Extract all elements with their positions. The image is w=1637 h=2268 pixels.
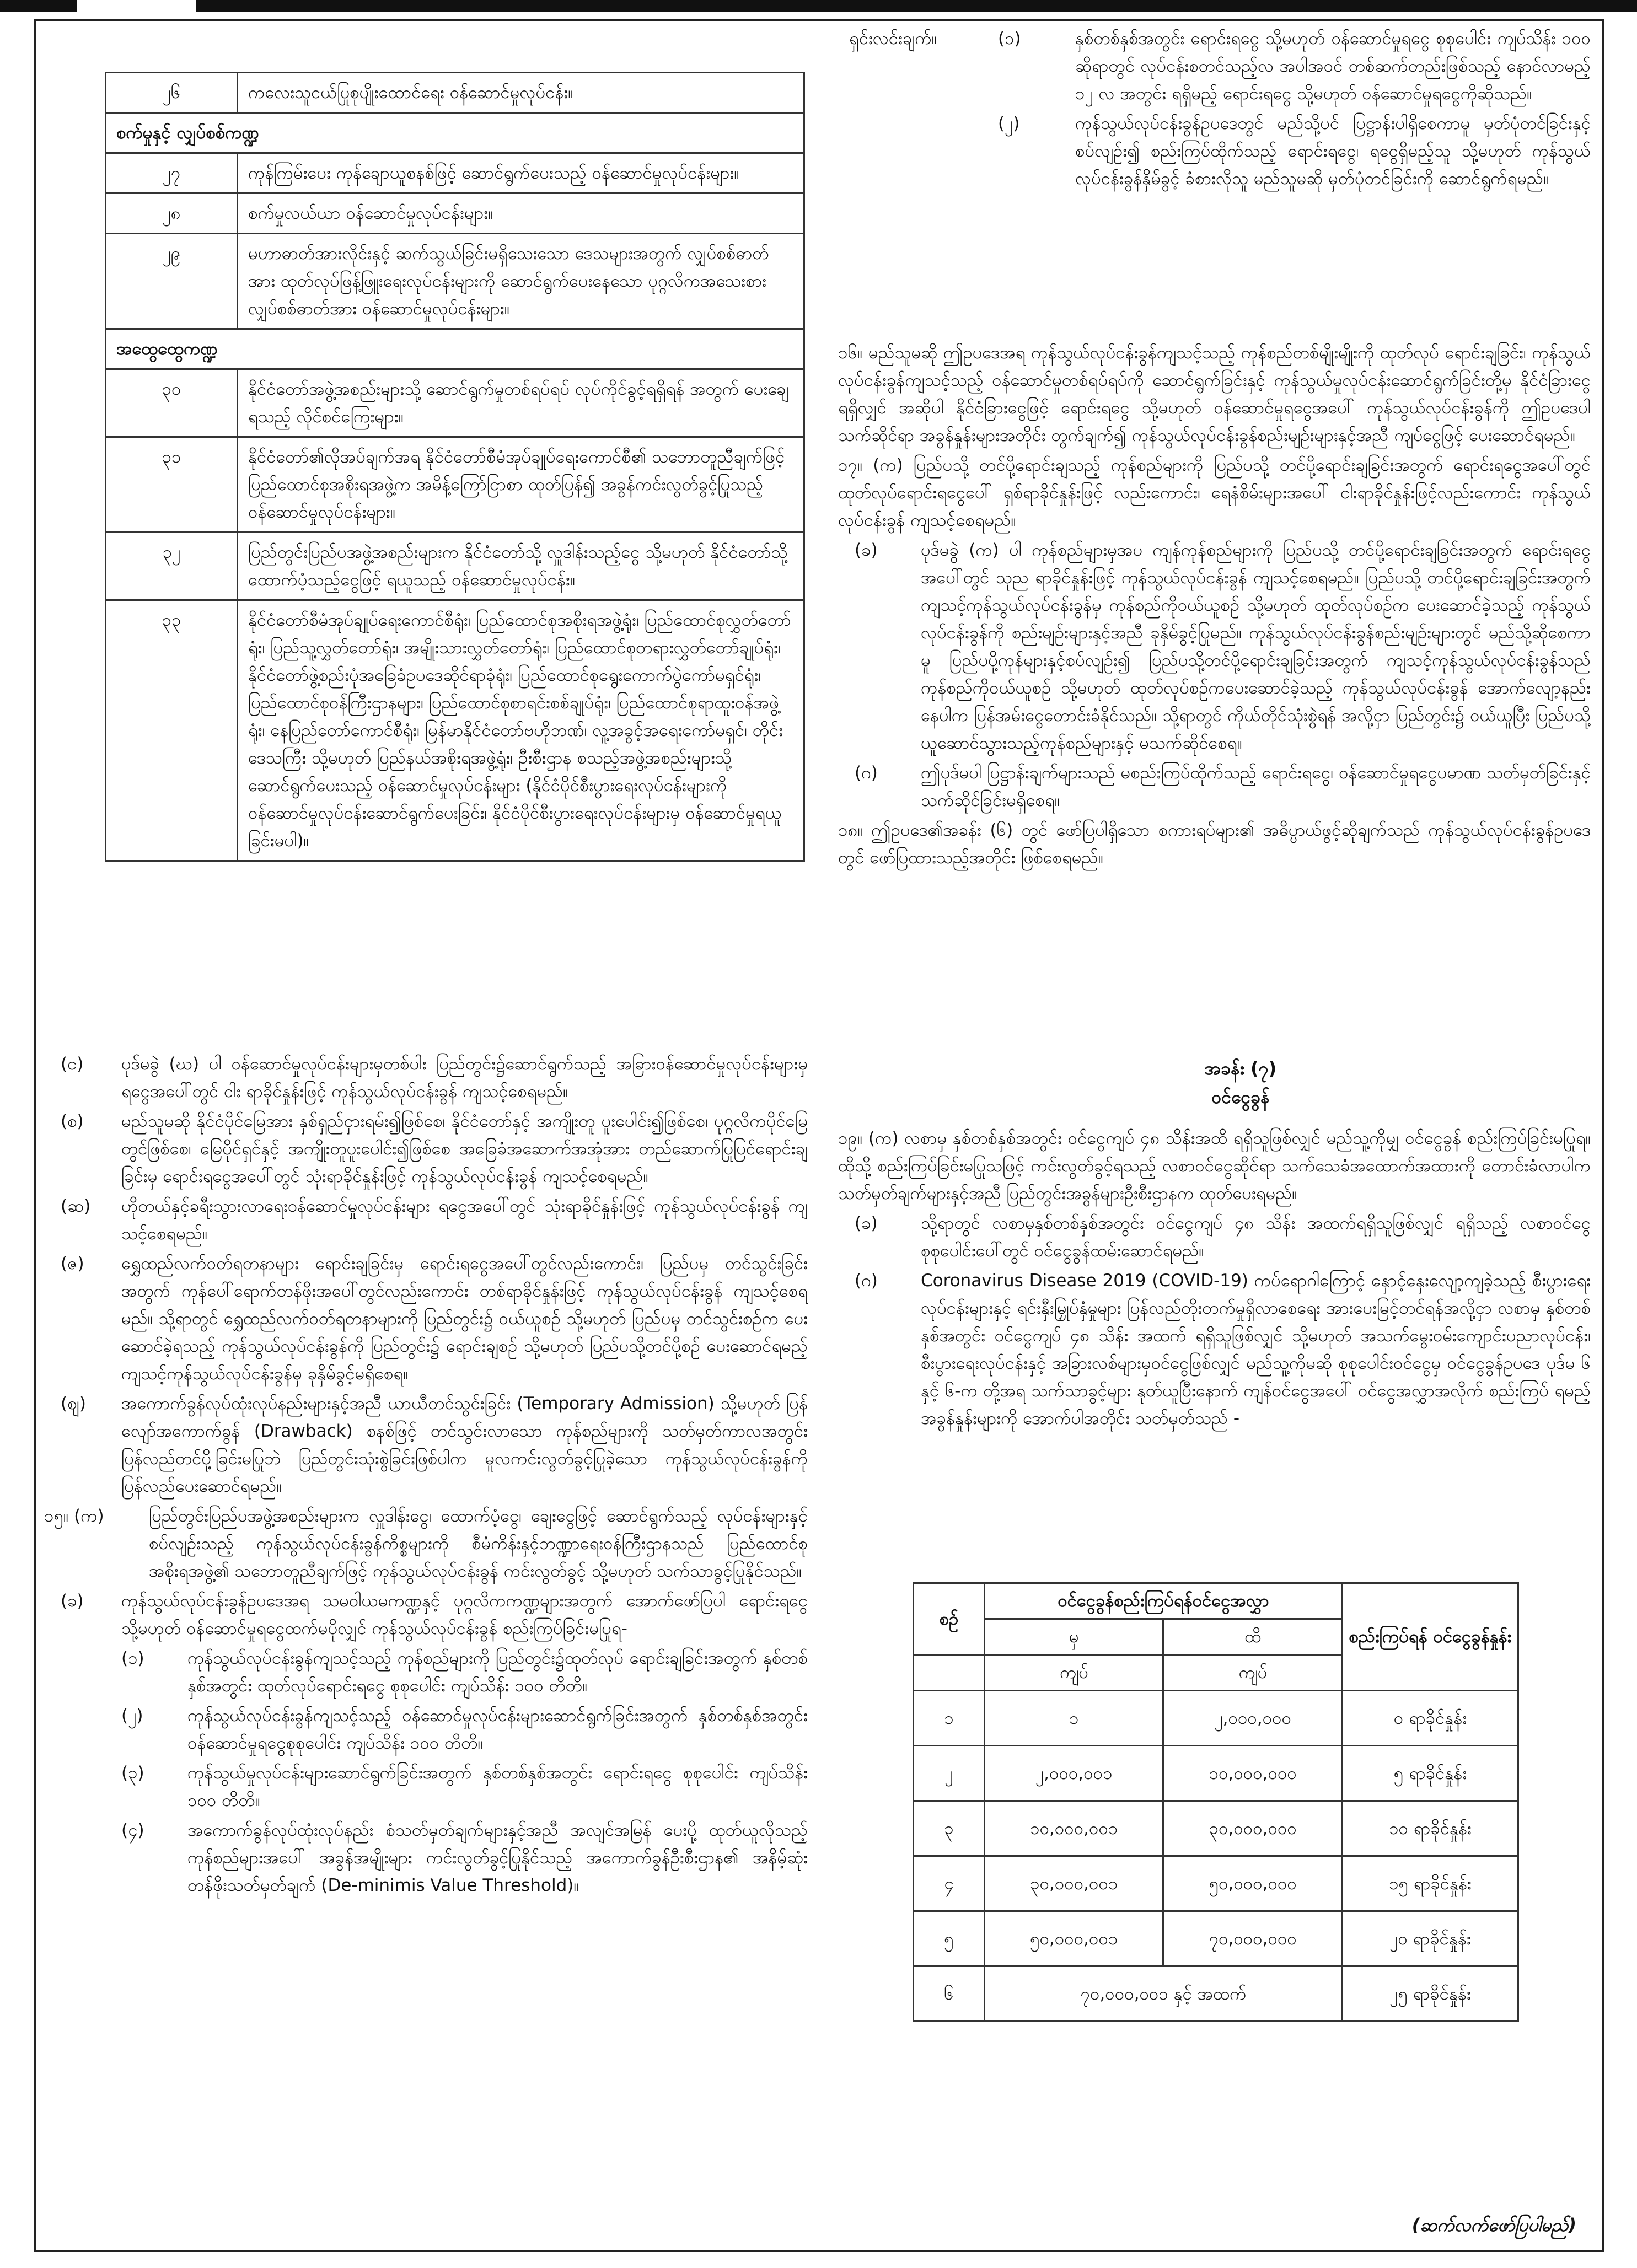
row-number: ၃၂ (106, 533, 238, 600)
paragraph-text: မည်သူမဆို နိုင်ငံပိုင်မြေအား နှစ်ရှည်ငှားရမ်း၍ဖြစ်စေ၊ နိုင်ငံတော်နှင့် အကျိုးတူ ပူးပေါင်း၍ဖြစ်စေ၊ ပုဂ္ဂလိကပိုင်မြေတွင်ဖြစ်စေ၊ မြေပိုင်ရှင်နှင့် အကျိုးတူပူးပေါင်း၍ဖြစ်စေ အခြေခံအဆောက်အအုံအား တည်ဆောက်ပြုပြင်ရောင်းချခြင်းမှ ရောင်းရငွေအပေါ်တွင် သုံးရာခိုင်နှုန်းဖြင့် ကုန်သွယ်လုပ်ငန်းခွန် ကျသင့်စေရမည်။ (121, 1111, 808, 1186)
paragraph (44, 1644, 808, 1700)
table-row (914, 1966, 1518, 2022)
paragraph-label: (ဇ) (61, 1254, 84, 1273)
paragraph-text: ဟိုတယ်နှင့်ခရီးသွားလာရေးဝန်ဆောင်မှုလုပ်ငန်းများ ရငွေအပေါ်တွင် သုံးရာခိုင်နှုန်းဖြင့် ကုန်သွယ်လုပ်ငန်းခွန် ကျသင့်စေရမည်။ (121, 1196, 808, 1244)
tax-rate: ၁၀ ရာခိုင်နှုန်း (1343, 1801, 1518, 1856)
to-header: ထိ (1163, 1619, 1343, 1655)
right-paragraphs-2 (838, 1125, 1591, 1434)
paragraph-label: (ဈ) (61, 1394, 87, 1414)
paragraph-label: (ဆ) (61, 1196, 91, 1216)
paragraph (838, 339, 1591, 449)
row-number: ၂၆ (106, 73, 238, 113)
row-text: နိုင်ငံတော်အဖွဲ့အစည်းများသို့ ဆောင်ရွက်မှုတစ်ရပ်ရပ် လုပ်ကိုင်ခွင့်ရရှိရန် အတွက် ပေးချေရသည့် လိုင်စင်ကြေးများ။ (238, 369, 804, 437)
paragraph-text: ကုန်သွယ်မှုလုပ်ငန်းများဆောင်ရွက်ခြင်းအတွက် နှစ်တစ်နှစ်အတွင်း ရောင်းရငွေ စုစုပေါင်း ကျပ်သိန်း ၁၀၀ တိတိ။ (187, 1763, 808, 1810)
bracket-merged: ၇၀,၀၀၀,၀၀၁ နှင့် အထက် (985, 1966, 1343, 2022)
top-bar-left (0, 0, 77, 12)
paragraph (838, 536, 1591, 757)
explanation-block (849, 25, 1591, 195)
paragraph-label: (ဂ) (855, 1271, 878, 1291)
row-text: စက်မှုလယ်ယာ ဝန်ဆောင်မှုလုပ်ငန်းများ။ (238, 194, 804, 234)
table-row (106, 153, 804, 194)
paragraph-text: ပုဒ်မခွဲ (ဃ) ပါ ဝန်ဆောင်မှုလုပ်ငန်းများမှတစ်ပါး ပြည်တွင်း၌ဆောင်ရွက်သည့် အခြားဝန်ဆောင်မှုလုပ်ငန်းများမှ ရငွေအပေါ်တွင် ငါး ရာခိုင်နှုန်းဖြင့် ကုန်သွယ်လုပ်ငန်းခွန် ကျသင့်စေရမည်။ (121, 1054, 808, 1101)
bracket-from: ၃၀,၀၀၀,၀၀၁ (985, 1856, 1163, 1911)
tax-rate: ၀ ရာခိုင်နှုန်း (1343, 1691, 1518, 1746)
paragraph-text: ၁၈။ ဤဥပဒေ၏အခန်း (၆) တွင် ဖော်ပြပါရှိသော စကားရပ်များ၏ အဓိပ္ပာယ်ဖွင့်ဆိုချက်သည် ကုန်သွယ်လုပ်ငန်းခွန်ဥပဒေတွင် ဖော်ပြထားသည့်အတိုင်း ဖြစ်စေရမည်။ (838, 820, 1591, 868)
paragraph-text: Coronavirus Disease 2019 (COVID-19) ကပ်ရောဂါကြောင့် နှောင့်နှေးလျော့ကျခဲ့သည့် စီးပွားရေးလုပ်ငန်းများနှင့် ရင်းနှီးမြှုပ်နှံမှုများ ပြန်လည်တိုးတက်မှုရှိလာစေရေး အားပေးမြင့်တင်ရန်အလို့ငှာ လစာမှ နှစ်တစ်နှစ်အတွင်း ဝင်ငွေကျပ် ၄၈ သိန်း အထက် ရရှိသူဖြစ်လျှင် သို့မဟုတ် အသက်မွေးဝမ်းကျောင်းပညာလုပ်ငန်း၊ စီးပွားရေးလုပ်ငန်းနှင့် အခြားလစ်များမှဝင်ငွေဖြစ်လျှင် မည်သူ့ကိုမဆို စုစုပေါင်းဝင်ငွေမှ ဝင်ငွေခွန်ဥပဒေ ပုဒ်မ ၆ နှင့် ၆-က တို့အရ သက်သာခွင့်များ နုတ်ယူပြီးနောက် ကျန်ဝင်ငွေအပေါ် ဝင်ငွေအလွှာအလိုက် စည်းကြပ် ရမည့် အခွန်နှုန်းများကို အောက်ပါအတိုင်း သတ်မှတ်သည် - (921, 1271, 1591, 1428)
blank-header (914, 1655, 985, 1691)
tax-rate: ၅ ရာခိုင်နှုန်း (1343, 1746, 1518, 1801)
paragraph (838, 1210, 1591, 1265)
paragraph (44, 1587, 808, 1642)
bracket-to: ၂,၀၀၀,၀၀၀ (1163, 1691, 1343, 1746)
paragraph-label: ၁၅။ (က) (44, 1506, 104, 1526)
table-row (914, 1911, 1518, 1966)
paragraph-text: ကုန်သွယ်လုပ်ငန်းခွန်ကျသင့်သည့် ကုန်စည်များကို ပြည်တွင်း၌ထုတ်လုပ် ရောင်းချခြင်းအတွက် နှစ်တစ်နှစ်အတွင်း ထုတ်လုပ်ရောင်းရငွေ စုစုပေါင်း ကျပ်သိန်း ၁၀၀ တိတိ။ (187, 1648, 808, 1696)
paragraph (44, 1502, 808, 1585)
paragraph (838, 816, 1591, 872)
table-row (914, 1801, 1518, 1856)
paragraph-text: ကုန်သွယ်လုပ်ငန်းခွန်ကျသင့်သည့် ဝန်ဆောင်မှုလုပ်ငန်းများဆောင်ရွက်ခြင်းအတွက် နှစ်တစ်နှစ်အတွင်း ဝန်ဆောင်မှုရငွေစုစုပေါင်း ကျပ်သိန်း ၁၀၀ တိတိ။ (187, 1706, 808, 1753)
row-number: ၂ (914, 1746, 985, 1801)
explanation-label: ရှင်းလင်းချက်။ (849, 29, 937, 49)
paragraph-text: သို့ရာတွင် လစာမှနှစ်တစ်နှစ်အတွင်း ဝင်ငွေကျပ် ၄၈ သိန်း အထက်ရရှိသူဖြစ်လျှင် ရရှိသည့် လစာဝင်ငွေ စုစုပေါင်းပေါ်တွင် ဝင်ငွေခွန်ထမ်းဆောင်ရမည်။ (921, 1213, 1591, 1261)
rate-header: စည်းကြပ်ရန် ဝင်ငွေခွန်နှုန်း (1343, 1583, 1518, 1691)
income-bracket-header: ဝင်ငွေခွန်စည်းကြပ်ရန်ဝင်ငွေအလွှာ (985, 1583, 1343, 1619)
row-text: မဟာဓာတ်အားလိုင်းနှင့် ဆက်သွယ်ခြင်းမရှိသေးသော ဒေသများအတွက် လျှပ်စစ်ဓာတ်အား ထုတ်လုပ်ဖြန့်ဖြူးရေးလုပ်ငန်းများကို ဆောင်ရွက်ပေးနေသော ပုဂ္ဂလိကအသေးစားလျှပ်စစ်ဓာတ်အား ဝန်ဆောင်မှုလုပ်ငန်းများ။ (238, 234, 804, 329)
paragraph (44, 1702, 808, 1757)
paragraph-text: အကောက်ခွန်လုပ်ထုံးလုပ်နည်းများနှင့်အညီ ယာယီတင်သွင်းခြင်း (Temporary Admission) သို့မဟုတ် ပြန်လျော်အကောက်ခွန် (Drawback) စနစ်ဖြင့် တင်သွင်းလာသော ကုန်စည်များကို သတ်မှတ်ကာလအတွင်း ပြန်လည်တင်ပို့ခြင်းမပြုဘဲ ပြည်တွင်းသုံးစွဲခြင်းဖြစ်ပါက မူလကင်းလွတ်ခွင့်ပြုခဲ့သော ကုန်သွယ်လုပ်ငန်းခွန်ကို ပြန်လည်ပေးဆောင်ရမည်။ (121, 1394, 808, 1496)
section-row (106, 113, 804, 153)
row-number: ၃၀ (106, 369, 238, 437)
table-row (106, 533, 804, 600)
bracket-from: ၁ (985, 1691, 1163, 1746)
paragraph-label: (ခ) (855, 1213, 878, 1233)
bracket-to: ၃၀,၀၀၀,၀၀၀ (1163, 1801, 1343, 1856)
bracket-from: ၅၀,၀၀၀,၀၀၁ (985, 1911, 1163, 1966)
from-unit: ကျပ် (985, 1655, 1163, 1691)
row-text: နိုင်ငံတော်စီမံအုပ်ချုပ်ရေးကောင်စီရုံး၊ ပြည်ထောင်စုအစိုးရအဖွဲ့ရုံး၊ ပြည်ထောင်စုလွှတ်တော်ရုံး၊ ပြည်သူ့လွှတ်တော်ရုံး၊ အမျိုးသားလွှတ်တော်ရုံး၊ ပြည်ထောင်စုတရားလွှတ်တော်ချုပ်ရုံး၊ နိုင်ငံတော်ဖွဲ့စည်းပုံအခြေခံဥပဒေဆိုင်ရာခုံရုံး၊ ပြည်ထောင်စုရွေးကောက်ပွဲကော်မရှင်ရုံး၊ ပြည်ထောင်စုဝန်ကြီးဌာနများ၊ ပြည်ထောင်စုစာရင်းစစ်ချုပ်ရုံး၊ ပြည်ထောင်စုရာထူးဝန်အဖွဲ့ရုံး၊ နေပြည်တော်ကောင်စီရုံး၊ မြန်မာနိုင်ငံတော်ဗဟိုဘဏ်၊ လူ့အခွင့်အရေးကော်မရှင်၊ တိုင်းဒေသကြီး သို့မဟုတ် ပြည်နယ်အစိုးရအဖွဲ့ရုံး၊ ဦးစီးဌာန စသည့်အဖွဲ့အစည်းများသို့ ဆောင်ရွက်ပေးသည့် ဝန်ဆောင်မှုလုပ်ငန်းများ (နိုင်ငံပိုင်စီးပွားရေးလုပ်ငန်းများကို ဝန်ဆောင်မှုလုပ်ငန်းဆောင်ရွက်ပေးခြင်း၊ နိုင်ငံပိုင်စီးပွားရေးလုပ်ငန်းများမှ ဝန်ဆောင်မှုရယူခြင်းမပါ)။ (238, 600, 804, 861)
paragraph-text: ရွှေထည်လက်ဝတ်ရတနာများ ရောင်းချခြင်းမှ ရောင်းရငွေအပေါ်တွင်လည်းကောင်း၊ ပြည်ပမှ တင်သွင်းခြင်းအတွက် ကုန်ပေါ်ရောက်တန်ဖိုးအပေါ်တွင်လည်းကောင်း တစ်ရာခိုင်နှုန်းဖြင့် ကုန်သွယ်လုပ်ငန်းခွန် ကျသင့်စေရမည်။ သို့ရာတွင် ရွှေထည်လက်ဝတ်ရတနာများကို ပြည်တွင်း၌ ဝယ်ယူစဉ် သို့မဟုတ် ပြည်ပမှ တင်သွင်းစဉ်က ပေးဆောင်ခဲ့ရသည့် ကုန်သွယ်လုပ်ငန်းခွန်ကို ပြည်တွင်း၌ ရောင်းချစဉ် သို့မဟုတ် ပြည်ပသို့တင်ပို့စဉ် ပေးဆောင်ရမည့် ကျသင့်ကုန်သွယ်လုပ်ငန်းခွန်မှ ခုနှိမ်ခွင့်မရှိစေရ။ (121, 1254, 808, 1384)
col-no-header: စဉ် (914, 1583, 985, 1655)
paragraph-label: (င) (61, 1054, 84, 1074)
bracket-from: ၁၀,၀၀၀,၀၀၁ (985, 1801, 1163, 1856)
bracket-to: ၇၀,၀၀၀,၀၀၀ (1163, 1911, 1343, 1966)
row-number: ၃ (914, 1801, 985, 1856)
tax-rate: ၁၅ ရာခိုင်နှုန်း (1343, 1856, 1518, 1911)
paragraph-text: ပုဒ်မခွဲ (က) ပါ ကုန်စည်များမှအပ ကျန်ကုန်စည်များကို ပြည်ပသို့ တင်ပို့ရောင်းချခြင်းအတွက် ရောင်းရငွေအပေါ်တွင် သုည ရာခိုင်နှုန်းဖြင့် ကုန်သွယ်လုပ်ငန်းခွန် ကျသင့်စေရမည်။ ပြည်ပသို့ တင်ပို့ရောင်းချခြင်းအတွက် ကျသင့်ကုန်သွယ်လုပ်ငန်းခွန်မှ ကုန်စည်ကိုဝယ်ယူစဉ် သို့မဟုတ် ထုတ်လုပ်စဉ်က ပေးဆောင်ခဲ့သည့် ကုန်သွယ်လုပ်ငန်းခွန်ကို စည်းမျဉ်းများနှင့်အညီ ခုနှိမ်ခွင့်ပြုမည်။ ကုန်သွယ်လုပ်ငန်းခွန်စည်းမျဉ်းများတွင် မည်သို့ဆိုစေကာမူ ပြည်ပပို့ကုန်များနှင့်စပ်လျဉ်း၍ ပြည်ပသို့တင်ပို့ရောင်းချခြင်းအတွက် ကျသင့်ကုန်သွယ်လုပ်ငန်းခွန်သည် ကုန်စည်ကိုဝယ်ယူစဉ် သို့မဟုတ် ထုတ်လုပ်စဉ်ကပေးဆောင်ခဲ့သည့် ကုန်သွယ်လုပ်ငန်းခွန် အောက်လျော့နည်းနေပါက ပြန်အမ်းငွေတောင်းခံနိုင်သည်။ သို့ရာတွင် ကိုယ်တိုင်သုံးစွဲရန် အလို့ငှာ ပြည်တွင်း၌ ဝယ်ယူပြီး ပြည်ပသို့ ယူဆောင်သွားသည့်ကုန်စည်များနှင့် မသက်ဆိုင်စေရ။ (921, 540, 1591, 753)
chapter-subtitle: ဝင်ငွေခွန် (1211, 1087, 1270, 1108)
table-row (914, 1856, 1518, 1911)
paragraph-label: (၃) (121, 1763, 144, 1783)
bracket-to: ၁၀,၀၀၀,၀၀၀ (1163, 1746, 1343, 1801)
paragraph-text: ဤပုဒ်မပါ ပြဋ္ဌာန်းချက်များသည် မစည်းကြပ်ထိုက်သည့် ရောင်းရငွေ၊ ဝန်ဆောင်မှုရငွေပမာဏ သတ်မှတ်ခြင်းနှင့် သက်ဆိုင်ခြင်းမရှိစေရ။ (921, 763, 1591, 810)
row-text: နိုင်ငံတော်၏လိုအပ်ချက်အရ နိုင်ငံတော်စီမံအုပ်ချုပ်ရေးကောင်စီ၏ သဘောတူညီချက်ဖြင့် ပြည်ထောင်စုအစိုးရအဖွဲ့က အမိန့်ကြော်ငြာစာ ထုတ်ပြန်၍ အခွန်ကင်းလွတ်ခွင့်ပြုသည့် ဝန်ဆောင်မှုလုပ်ငန်းများ။ (238, 437, 804, 533)
paragraph (44, 1108, 808, 1190)
row-number: ၅ (914, 1911, 985, 1966)
paragraph (44, 1816, 808, 1899)
paragraph-label: (၂) (998, 114, 1020, 133)
paragraph (838, 759, 1591, 814)
paragraph (44, 1192, 808, 1248)
row-text: ကုန်ကြမ်းပေး ကုန်ချောယူစနစ်ဖြင့် ဆောင်ရွက်ပေးသည့် ဝန်ဆောင်မှုလုပ်ငန်းများ။ (238, 153, 804, 194)
top-bar-right (196, 0, 1637, 12)
row-number: ၃၃ (106, 600, 238, 861)
paragraph (838, 1267, 1591, 1432)
paragraph (44, 1390, 808, 1500)
paragraph-text: အကောက်ခွန်လုပ်ထုံးလုပ်နည်း စံသတ်မှတ်ချက်များနှင့်အညီ အလျင်အမြန် ပေးပို့ ထုတ်ယူလိုသည့် ကုန်စည်များအပေါ် အခွန်အမျိုးများ ကင်းလွတ်ခွင့်ပြုနိုင်သည့် အကောက်ခွန်ဦးစီးဌာန၏ အနိမ့်ဆုံးတန်ဖိုးသတ်မှတ်ချက် (De-minimis Value Threshold)။ (187, 1820, 808, 1895)
section-heading: စက်မှုနှင့် လျှပ်စစ်ကဏ္ဍ (106, 113, 804, 153)
chapter-title: အခန်း (၇) (1204, 1058, 1277, 1079)
chapter-heading (1130, 1054, 1351, 1111)
row-text: ပြည်တွင်းပြည်ပအဖွဲ့အစည်းများက နိုင်ငံတော်သို့ လှူဒါန်းသည့်ငွေ သို့မဟုတ် နိုင်ငံတော်သို့ ထောက်ပံ့သည့်ငွေဖြင့် ရယူသည့် ဝန်ဆောင်မှုလုပ်ငန်း။ (238, 533, 804, 600)
left-paragraphs (44, 1050, 808, 1901)
paragraph-label: (၁) (121, 1648, 144, 1668)
paragraph (838, 1125, 1591, 1207)
bracket-to: ၅၀,၀၀၀,၀၀၀ (1163, 1856, 1343, 1911)
table-row (106, 437, 804, 533)
row-number: ၂၈ (106, 194, 238, 234)
paragraph-text: နှစ်တစ်နှစ်အတွင်း ရောင်းရငွေ သို့မဟုတ် ဝန်ဆောင်မှုရငွေ စုစုပေါင်း ကျပ်သိန်း ၁၀၀ ဆိုရာတွင် လုပ်ငန်းစတင်သည့်လ အပါအဝင် တစ်ဆက်တည်းဖြစ်သည့် နောင်လာမည့် ၁၂ လ အတွင်း ရရှိမည့် ရောင်းရငွေ သို့မဟုတ် ဝန်ဆောင်မှုရငွေကိုဆိုသည်။ (1075, 29, 1591, 104)
section-row (106, 329, 804, 369)
section-heading: အထွေထွေကဏ္ဍ (106, 329, 804, 369)
table-row (106, 73, 804, 113)
tax-rate: ၂၀ ရာခိုင်နှုန်း (1343, 1911, 1518, 1966)
to-unit: ကျပ် (1163, 1655, 1343, 1691)
paragraph (998, 25, 1591, 108)
paragraph-text: ကုန်သွယ်လုပ်ငန်းခွန်ဥပဒေအရ သမဝါယမကဏ္ဍနှင့် ပုဂ္ဂလိကကဏ္ဍများအတွက် အောက်ဖော်ပြပါ ရောင်းရငွေ သို့မဟုတ် ဝန်ဆောင်မှုရငွေထက်မပိုလျှင် ကုန်သွယ်လုပ်ငန်းခွန် စည်းကြပ်ခြင်းမပြုရ- (121, 1591, 808, 1638)
paragraph-label: (၄) (121, 1820, 144, 1840)
row-number: ၆ (914, 1966, 985, 2022)
income-tax-rate-table (913, 1582, 1519, 2022)
paragraph-label: (၁) (998, 29, 1021, 49)
bracket-from: ၂,၀၀၀,၀၀၁ (985, 1746, 1163, 1801)
right-paragraphs (838, 339, 1591, 874)
row-number: ၂၇ (106, 153, 238, 194)
table-row (914, 1691, 1518, 1746)
paragraph (998, 110, 1591, 192)
row-number: ၂၉ (106, 234, 238, 329)
tax-rate: ၂၅ ရာခိုင်နှုန်း (1343, 1966, 1518, 2022)
table-row (914, 1746, 1518, 1801)
row-text: ကလေးသူငယ်ပြုစုပျိုးထောင်ရေး ဝန်ဆောင်မှုလုပ်ငန်း။ (238, 73, 804, 113)
paragraph-text: ၁၉။ (က) လစာမှ နှစ်တစ်နှစ်အတွင်း ဝင်ငွေကျပ် ၄၈ သိန်းအထိ ရရှိသူဖြစ်လျှင် မည်သူ့ကိုမျှ ဝင်ငွေခွန် စည်းကြပ်ခြင်းမပြုရ။ ထိုသို့ စည်းကြပ်ခြင်းမပြုသဖြင့် ကင်းလွတ်ခွင့်ရသည့် လစာဝင်ငွေဆိုင်ရာ သက်သေခံအထောက်အထားကို တောင်းခံလာပါက သတ်မှတ်ချက်များနှင့်အညီ ပြည်တွင်းအခွန်များဦးစီးဌာနက ထုတ်ပေးရမည်။ (838, 1128, 1591, 1203)
table-row (106, 600, 804, 861)
continued-note: (ဆက်လက်ဖော်ပြပါမည်) (1411, 2215, 1576, 2235)
paragraph (44, 1050, 808, 1105)
paragraph-label: (ဂ) (855, 763, 878, 783)
paragraph-label: (စ) (61, 1111, 84, 1131)
from-header: မှ (985, 1619, 1163, 1655)
paragraph-text: ၁၆။ မည်သူမဆို ဤဥပဒေအရ ကုန်သွယ်လုပ်ငန်းခွန်ကျသင့်သည့် ကုန်စည်တစ်မျိုးမျိုးကို ထုတ်လုပ် ရောင်းချခြင်း၊ ကုန်သွယ်လုပ်ငန်းခွန်ကျသင့်သည့် ဝန်ဆောင်မှုတစ်ရပ်ရပ်ကို ဆောင်ရွက်ခြင်းနှင့် ကုန်သွယ်မှုလုပ်ငန်းဆောင်ရွက်ခြင်းတို့မှ နိုင်ငံခြားငွေရရှိလျှင် အဆိုပါ နိုင်ငံခြားငွေဖြင့် ရောင်းရငွေ သို့မဟုတ် ဝန်ဆောင်မှုရငွေအပေါ် ကုန်သွယ်လုပ်ငန်းခွန်ကို ဤဥပဒေပါ သက်ဆိုင်ရာ အခွန်နှုန်းများအတိုင်း တွက်ချက်၍ ကုန်သွယ်လုပ်ငန်းခွန်စည်းမျဉ်းများနှင့်အညီ ကျပ်ငွေဖြင့် ပေးဆောင်ရမည်။ (838, 343, 1591, 445)
paragraph (44, 1250, 808, 1388)
table-row (106, 234, 804, 329)
row-number: ၃၁ (106, 437, 238, 533)
table-row (106, 194, 804, 234)
paragraph-text: ၁၇။ (က) ပြည်ပသို့ တင်ပို့ရောင်းချသည့် ကုန်စည်များကို ပြည်ပသို့ တင်ပို့ရောင်းချခြင်းအတွက် ရောင်းရငွေအပေါ်တွင် ထုတ်လုပ်ရောင်းရငွေပေါ် ရှစ်ရာခိုင်နှုန်းဖြင့် လည်းကောင်း၊ ရေနံစိမ်းများအပေါ် ငါးရာခိုင်နှုန်းဖြင့်လည်းကောင်း ကုန်သွယ်လုပ်ငန်းခွန် ကျသင့်စေရမည်။ (838, 455, 1591, 530)
paragraph (44, 1759, 808, 1814)
paragraph-label: (၂) (121, 1706, 143, 1726)
service-list-table (105, 72, 805, 862)
paragraph-label: (ခ) (61, 1591, 84, 1611)
paragraph-text: ပြည်တွင်းပြည်ပအဖွဲ့အစည်းများက လှူဒါန်းငွေ၊ ထောက်ပံ့ငွေ၊ ချေးငွေဖြင့် ဆောင်ရွက်သည့် လုပ်ငန်းများနှင့်စပ်လျဉ်းသည့် ကုန်သွယ်လုပ်ငန်းခွန်ကိစ္စများကို စီမံကိန်းနှင့်ဘဏ္ဍာရေးဝန်ကြီးဌာနသည် ပြည်ထောင်စုအစိုးရအဖွဲ့၏ သဘောတူညီချက်ဖြင့် ကုန်သွယ်လုပ်ငန်းခွန် ကင်းလွတ်ခွင့် သို့မဟုတ် သက်သာခွင့်ပြုနိုင်သည်။ (149, 1506, 808, 1581)
paragraph-label: (ခ) (855, 540, 878, 560)
table-row (106, 369, 804, 437)
paragraph (838, 452, 1591, 534)
row-number: ၄ (914, 1856, 985, 1911)
row-number: ၁ (914, 1691, 985, 1746)
paragraph-text: ကုန်သွယ်လုပ်ငန်းခွန်ဥပဒေတွင် မည်သို့ပင် ပြဋ္ဌာန်းပါရှိစေကာမူ မှတ်ပုံတင်ခြင်းနှင့်စပ်လျဉ်း၍ စည်းကြပ်ထိုက်သည့် ရောင်းရငွေ၊ ရငွေရှိမည့်သူ သို့မဟုတ် ကုန်သွယ်လုပ်ငန်းခွန်နှိမ်ခွင့် ခံစားလိုသူ မည်သူမဆို မှတ်ပုံတင်ခြင်းကို ဆောင်ရွက်ရမည်။ (1075, 114, 1591, 189)
